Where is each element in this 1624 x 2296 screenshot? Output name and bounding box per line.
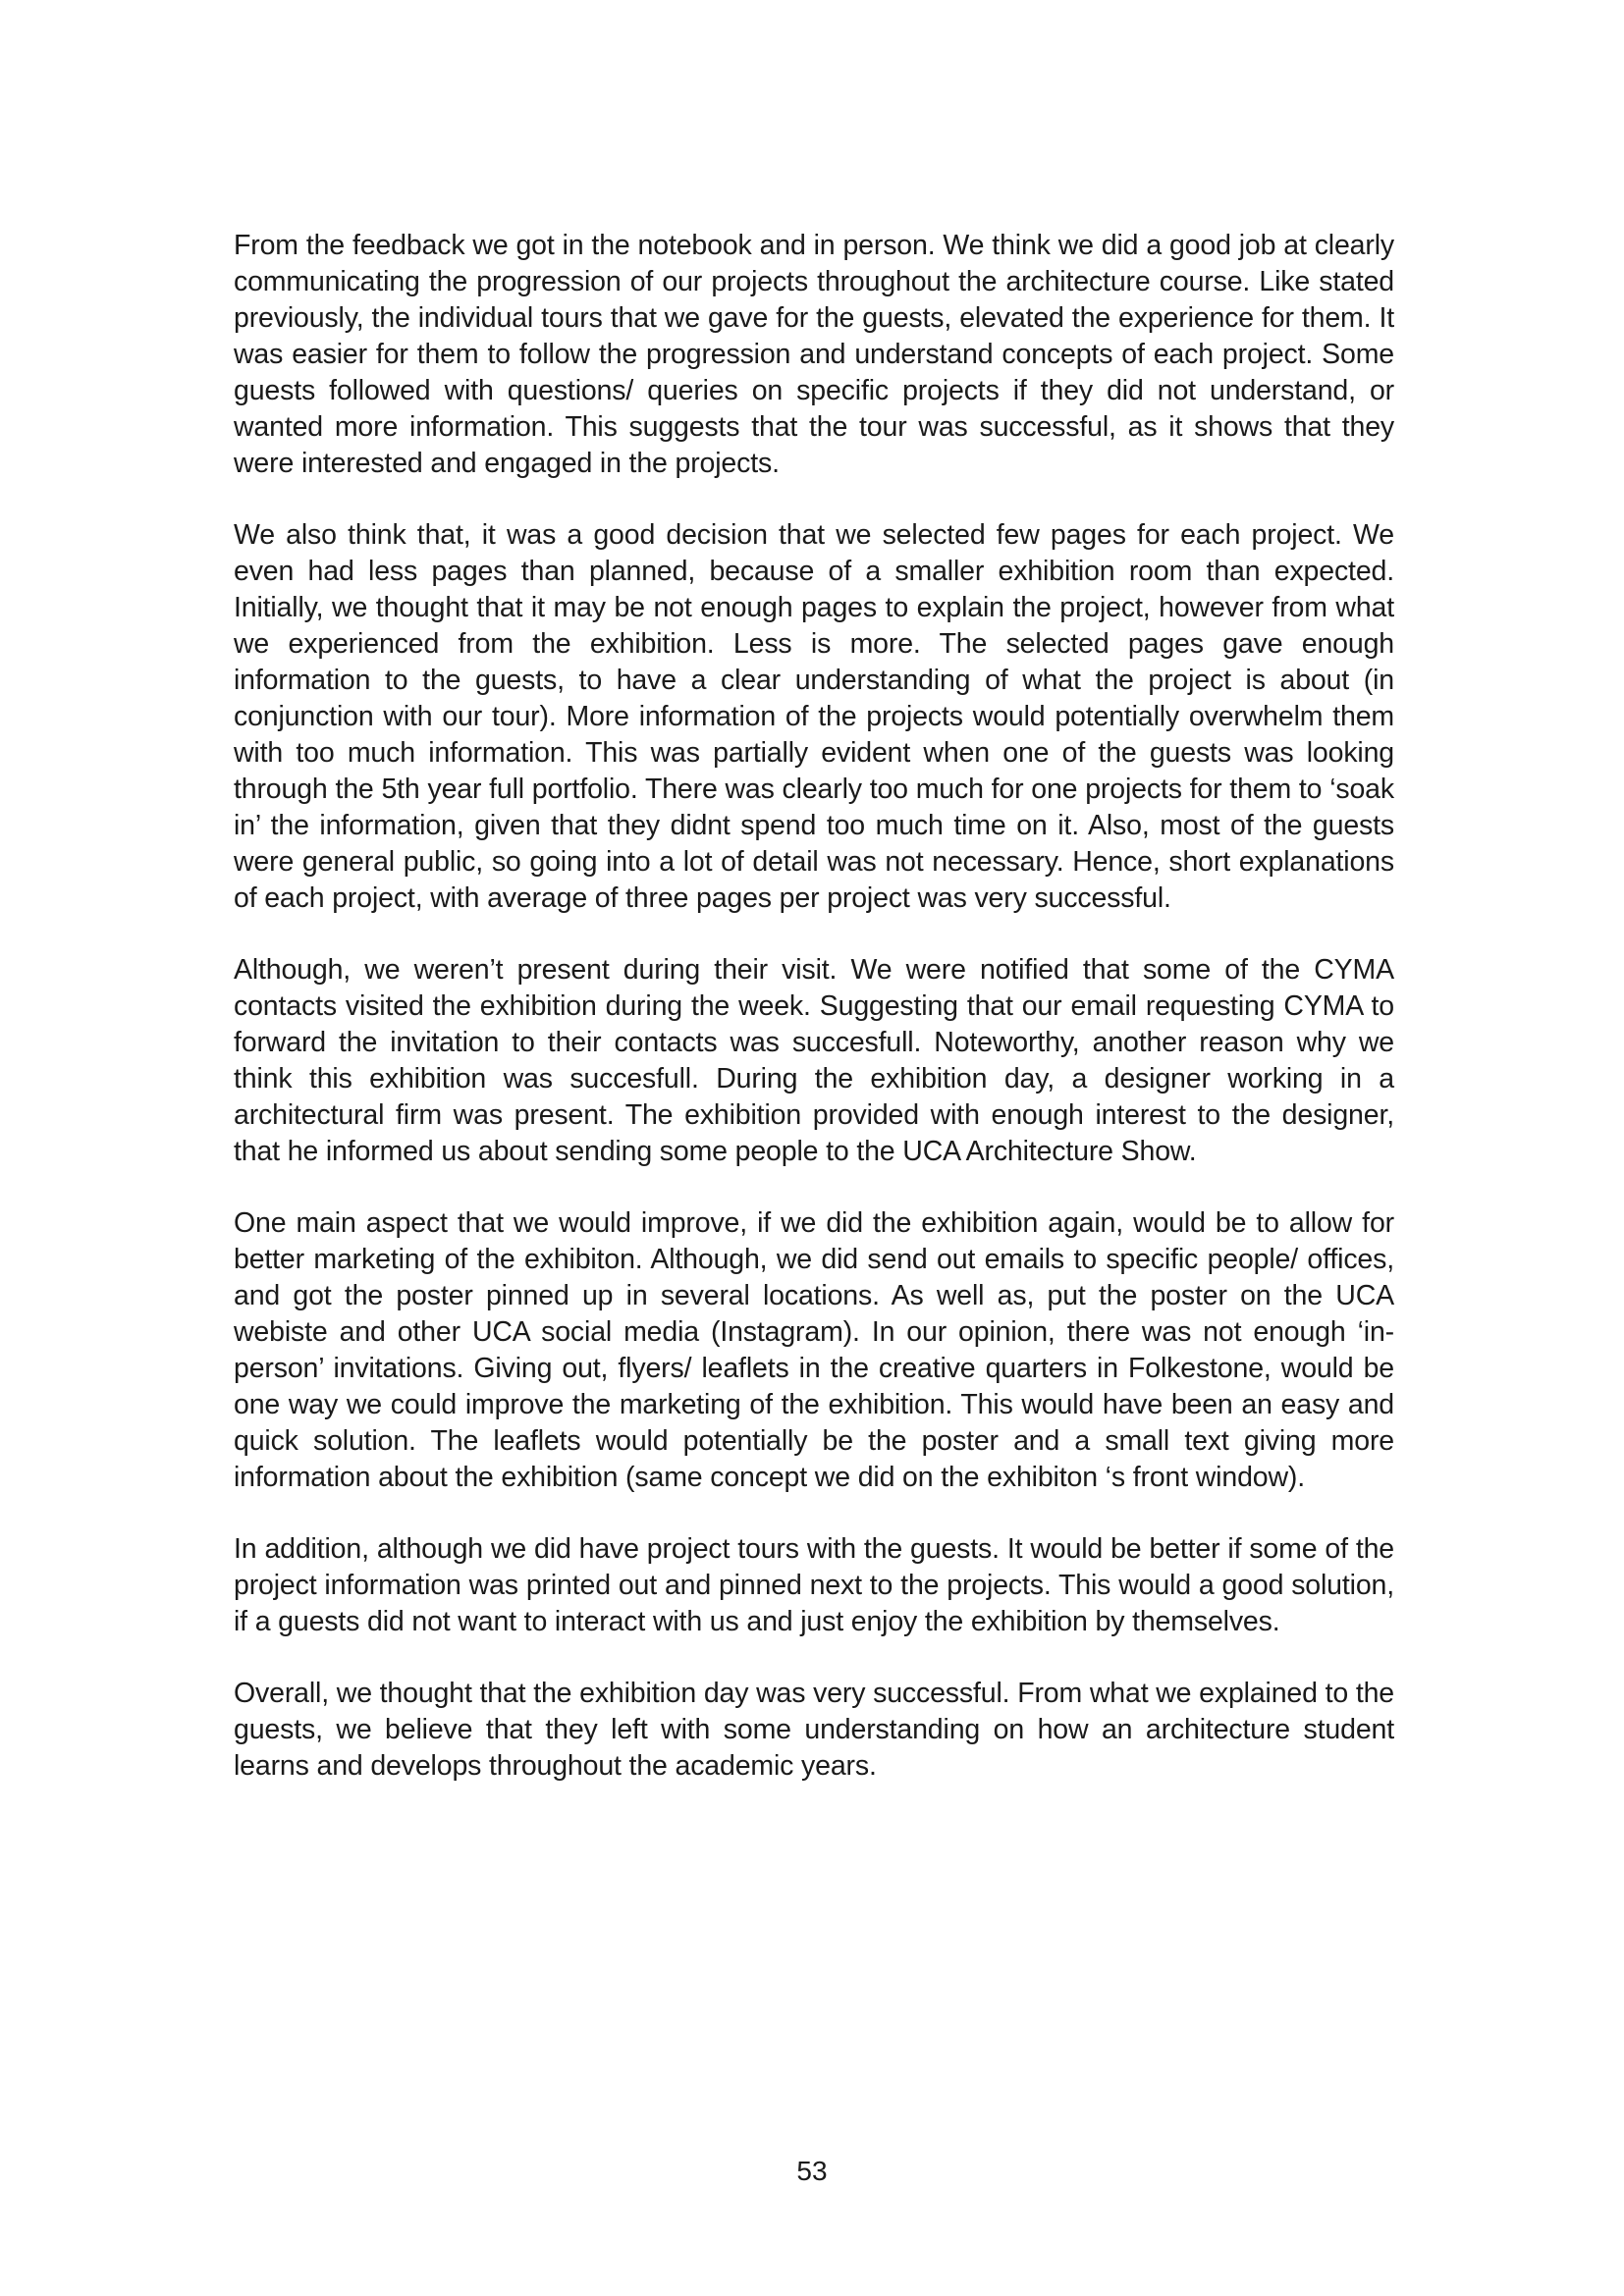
paragraph-marketing-improvement: One main aspect that we would improve, if we did the exhibition again, would be to allow for better marketing of the exhibiton. Although, we did send out emails to specific people/ offices, and got the poster pinned up in several locations. As well as, put the poster on the UCA webiste and other UCA social media (Instagram). In our opinion, there was not enough ‘in-person’ invitations. Giving out, flyers/ leaflets in the creative quarters in Folkestone, would be one way we could improve the marketing of the exhibition. This would have been an easy and quick solution. The leaflets would potentially be the poster and a small text giving more information about the exhibition (same concept we did on the exhibiton ‘s front window). (234, 1207, 1394, 1493)
paragraph-feedback: From the feedback we got in the notebook and in person. We think we did a good job at clearly communicating the progression of our projects throughout the architecture course. Like stated previously, the individual tours that we gave for the guests, elevated the experience for them. It was easier for them to follow the progression and understand concepts of each project. Some guests followed with questions/ queries on specific projects if they did not understand, or wanted more information. This suggests that the tour was successful, as it shows that they were interested and engaged in the projects. (234, 230, 1394, 479)
paragraph-conclusion: Overall, we thought that the exhibition day was very successful. From what we explained to the guests, we believe that they left with some understanding on how an architecture student learns and develops throughout the academic years. (234, 1678, 1394, 1782)
body-text (234, 228, 1394, 1820)
paragraph-printed-information: In addition, although we did have project tours with the guests. It would be better if some of the project information was printed out and pinned next to the projects. This would a good solution, if a guests did not want to interact with us and just enjoy the exhibition by themselves. (234, 1533, 1394, 1637)
paragraph-page-selection: We also think that, it was a good decision that we selected few pages for each project. We even had less pages than planned, because of a smaller exhibition room than expected. Initially, we thought that it may be not enough pages to explain the project, however from what we experienced from the exhibition. Less is more. The selected pages gave enough information to the guests, to have a clear understanding of what the project is about (in conjunction with our tour). More information of the projects would potentially overwhelm them with too much information. This was partially evident when one of the guests was looking through the 5th year full portfolio. There was clearly too much for one projects for them to ‘soak in’ the information, given that they didnt spend too much time on it. Also, most of the guests were general public, so going into a lot of detail was not necessary. Hence, short explanations of each project, with average of three pages per project was very successful. (234, 519, 1394, 914)
paragraph-cyma-contacts: Although, we weren’t present during their visit. We were notified that some of the CYMA contacts visited the exhibition during the week. Suggesting that our email requesting CYMA to forward the invitation to their contacts was succesfull. Noteworthy, another reason why we think this exhibition was succesfull. During the exhibition day, a designer working in a architectural firm was present. The exhibition provided with enough interest to the designer, that he informed us about sending some people to the UCA Architecture Show. (234, 954, 1394, 1167)
page-number: 53 (796, 2156, 828, 2186)
